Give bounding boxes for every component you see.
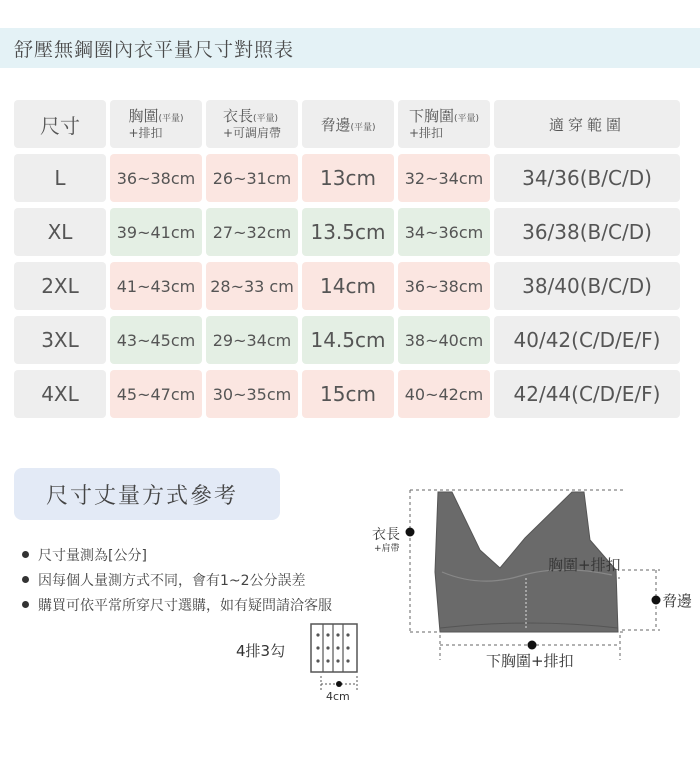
cell-size: XL xyxy=(14,208,106,256)
header-side-small: (平量) xyxy=(350,122,376,133)
cell-length: 27~32cm xyxy=(206,208,298,256)
table-row xyxy=(14,208,682,256)
header-length xyxy=(206,100,298,148)
side-label: 脅邊 xyxy=(662,592,693,610)
header-bust xyxy=(110,100,202,148)
header-bust-small: (平量) xyxy=(158,114,184,125)
cell-underbust: 36~38cm xyxy=(398,262,490,310)
method-notes xyxy=(22,542,332,617)
cell-side: 14cm xyxy=(302,262,394,310)
method-section-title: 尺寸丈量方式參考 xyxy=(14,468,280,520)
length-sub-label: +肩帶 xyxy=(374,544,400,554)
cell-underbust: 40~42cm xyxy=(398,370,490,418)
cell-bust: 45~47cm xyxy=(110,370,202,418)
cell-side: 13cm xyxy=(302,154,394,202)
page-title: 舒壓無鋼圈內衣平量尺寸對照表 xyxy=(14,38,295,61)
cell-bust: 36~38cm xyxy=(110,154,202,202)
header-length-small: (平量) xyxy=(252,114,279,125)
cell-length: 28~33 cm xyxy=(206,262,298,310)
cell-size: 3XL xyxy=(14,316,106,364)
cell-size: 2XL xyxy=(14,262,106,310)
cell-length: 30~35cm xyxy=(206,370,298,418)
header-bust-sub: +排扣 xyxy=(128,126,163,141)
cell-underbust: 38~40cm xyxy=(398,316,490,364)
cell-side: 15cm xyxy=(302,370,394,418)
header-bust-main: 胸圍 xyxy=(128,107,159,126)
cell-fit: 36/38(B/C/D) xyxy=(494,208,680,256)
cell-underbust: 32~34cm xyxy=(398,154,490,202)
note-text: 因每個人量測方式不同，會有1~2公分誤差 xyxy=(38,572,306,589)
list-item xyxy=(22,567,332,592)
cell-length: 29~34cm xyxy=(206,316,298,364)
cell-size: L xyxy=(14,154,106,202)
cell-underbust: 34~36cm xyxy=(398,208,490,256)
bullet-icon xyxy=(22,551,29,558)
header-underbust-main: 下胸圍 xyxy=(408,107,454,126)
cell-bust: 43~45cm xyxy=(110,316,202,364)
header-side-main: 脅邊 xyxy=(320,115,351,134)
table-header-row xyxy=(14,100,682,148)
hook-label: 4排3勾 xyxy=(236,642,286,660)
note-text: 尺寸量測為[公分] xyxy=(38,547,147,564)
header-length-main: 衣長 xyxy=(222,107,253,126)
cell-bust: 39~41cm xyxy=(110,208,202,256)
list-item xyxy=(22,592,332,617)
header-size: 尺寸 xyxy=(14,100,106,148)
cell-side: 13.5cm xyxy=(302,208,394,256)
header-length-sub: +可調肩帶 xyxy=(222,126,282,141)
underbust-label: 下胸圍+排扣 xyxy=(486,652,574,670)
header-fit: 適穿範圍 xyxy=(494,100,680,148)
length-label: 衣長 xyxy=(372,527,400,543)
header-underbust-small: (平量) xyxy=(453,114,480,125)
cell-size: 4XL xyxy=(14,370,106,418)
cell-fit: 42/44(C/D/E/F) xyxy=(494,370,680,418)
table-row xyxy=(14,262,682,310)
bullet-icon xyxy=(22,601,29,608)
note-text: 購買可依平常所穿尺寸選購，如有疑問請洽客服 xyxy=(38,597,332,614)
header-side xyxy=(302,100,394,148)
page-title-bar xyxy=(0,28,700,68)
table-row xyxy=(14,370,682,418)
cell-fit: 40/42(C/D/E/F) xyxy=(494,316,680,364)
cell-length: 26~31cm xyxy=(206,154,298,202)
bust-label: 胸圍+排扣 xyxy=(548,556,621,574)
cell-side: 14.5cm xyxy=(302,316,394,364)
bullet-icon xyxy=(22,576,29,583)
list-item xyxy=(22,542,332,567)
cell-fit: 38/40(B/C/D) xyxy=(494,262,680,310)
cell-bust: 41~43cm xyxy=(110,262,202,310)
table-row xyxy=(14,154,682,202)
hook-width-label: 4cm xyxy=(326,690,350,703)
header-underbust xyxy=(398,100,490,148)
header-underbust-sub: +排扣 xyxy=(408,126,444,141)
size-table xyxy=(14,100,682,424)
table-row xyxy=(14,316,682,364)
cell-fit: 34/36(B/C/D) xyxy=(494,154,680,202)
